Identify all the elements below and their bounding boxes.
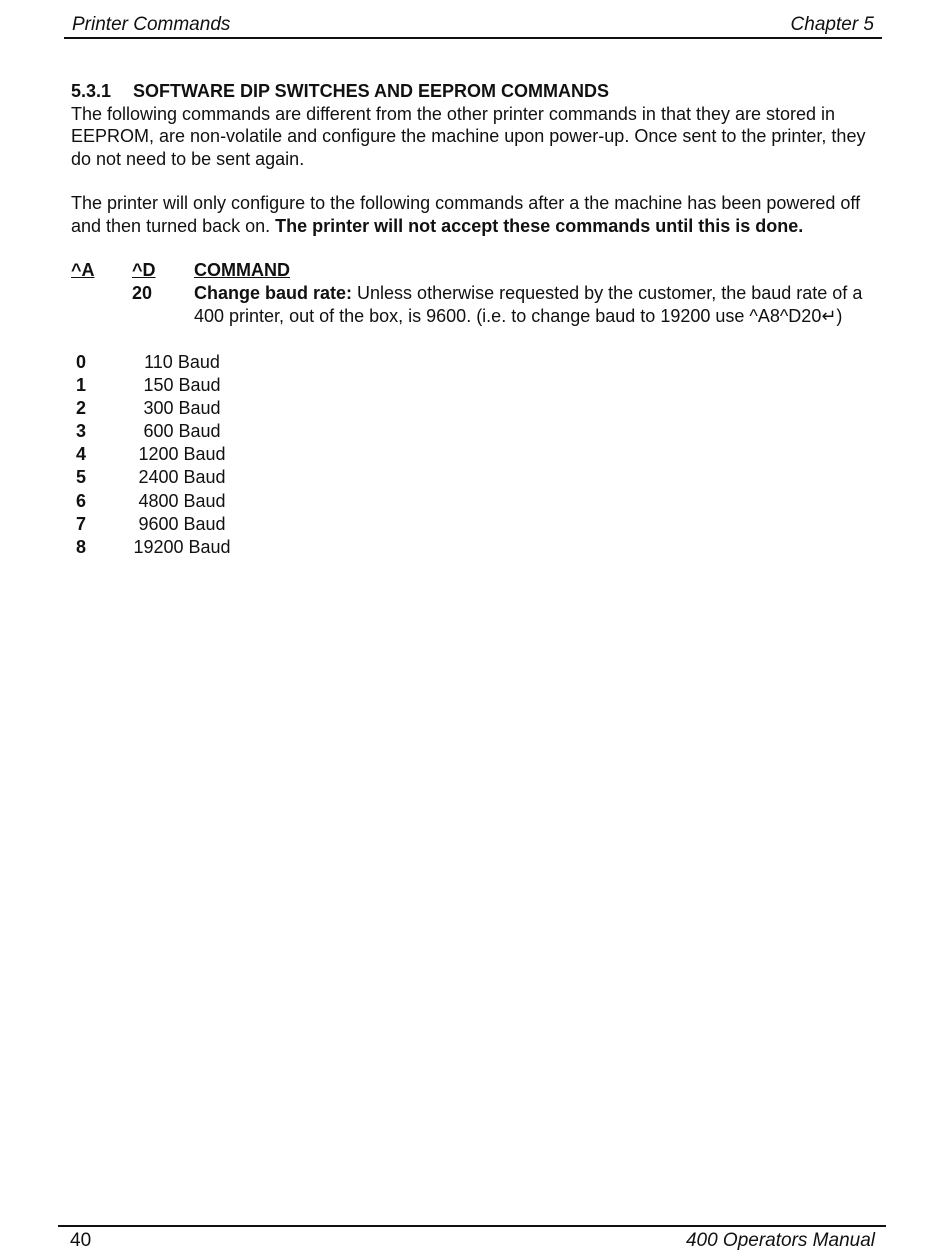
baud-code: 0 xyxy=(76,352,87,372)
baud-code: 8 xyxy=(76,536,87,557)
header-section-title: Printer Commands xyxy=(72,14,231,35)
section-heading xyxy=(71,80,877,103)
section-title: SOFTWARE DIP SWITCHES AND EEPROM COMMANDS xyxy=(133,81,610,101)
list-item xyxy=(71,420,271,443)
baud-code: 5 xyxy=(76,467,87,488)
baud-code: 2 xyxy=(76,398,87,419)
baud-rate: 1200 Baud xyxy=(138,444,226,465)
baud-rate: 150 Baud xyxy=(143,375,221,396)
page-header xyxy=(64,12,882,39)
column-header-a: ^A xyxy=(71,260,95,280)
section-number: 5.3.1 xyxy=(71,81,112,101)
baud-code: 6 xyxy=(76,490,87,511)
list-item xyxy=(71,397,271,420)
baud-code: 3 xyxy=(76,421,87,442)
baud-rate: 4800 Baud xyxy=(138,490,226,511)
page-footer xyxy=(58,1225,886,1257)
list-item xyxy=(71,351,271,374)
list-item xyxy=(71,466,271,489)
command-label: Change baud rate: xyxy=(194,283,353,303)
baud-rate: 19200 Baud xyxy=(133,536,231,557)
column-header-d: ^D xyxy=(132,260,156,280)
baud-rate: 9600 Baud xyxy=(138,513,226,534)
list-item xyxy=(71,536,271,559)
header-chapter: Chapter 5 xyxy=(790,14,874,35)
baud-code: 4 xyxy=(76,444,87,465)
list-item xyxy=(71,443,271,466)
power-cycle-warning: The printer will not accept these commands until this is done. xyxy=(275,215,804,236)
command-table xyxy=(71,259,877,329)
baud-rate: 2400 Baud xyxy=(138,467,226,488)
command-code: 20 xyxy=(132,283,153,303)
list-item xyxy=(71,374,271,397)
list-item xyxy=(71,513,271,536)
list-item xyxy=(71,490,271,513)
power-cycle-paragraph xyxy=(71,192,877,237)
baud-code: 7 xyxy=(76,513,87,534)
baud-rate: 600 Baud xyxy=(143,421,221,442)
manual-title: 400 Operators Manual xyxy=(685,1230,875,1251)
column-header-command: COMMAND xyxy=(194,260,290,280)
command-description-text: Unless otherwise requested by the customer, the baud rate of a 400 printer, out of the box, is 9600. (i.e. to change baud to 19200 use ^A8^D20↵) xyxy=(194,283,863,326)
baud-rate: 110 Baud xyxy=(144,352,220,372)
baud-code: 1 xyxy=(76,375,87,396)
page-content xyxy=(71,80,877,329)
baud-rate-list xyxy=(71,351,271,559)
baud-rate: 300 Baud xyxy=(143,398,221,419)
page-number: 40 xyxy=(70,1230,92,1251)
intro-paragraph: The following commands are different from the other printer commands in that they are stored in EEPROM, are non-volatile and configure the machine upon power-up. Once sent to the printer, they do not need to be sent again. xyxy=(71,103,866,169)
command-description xyxy=(194,282,877,327)
power-cycle-text: The printer will only configure to the following commands after a the machine has been powered off and then turned back on. xyxy=(71,193,861,236)
